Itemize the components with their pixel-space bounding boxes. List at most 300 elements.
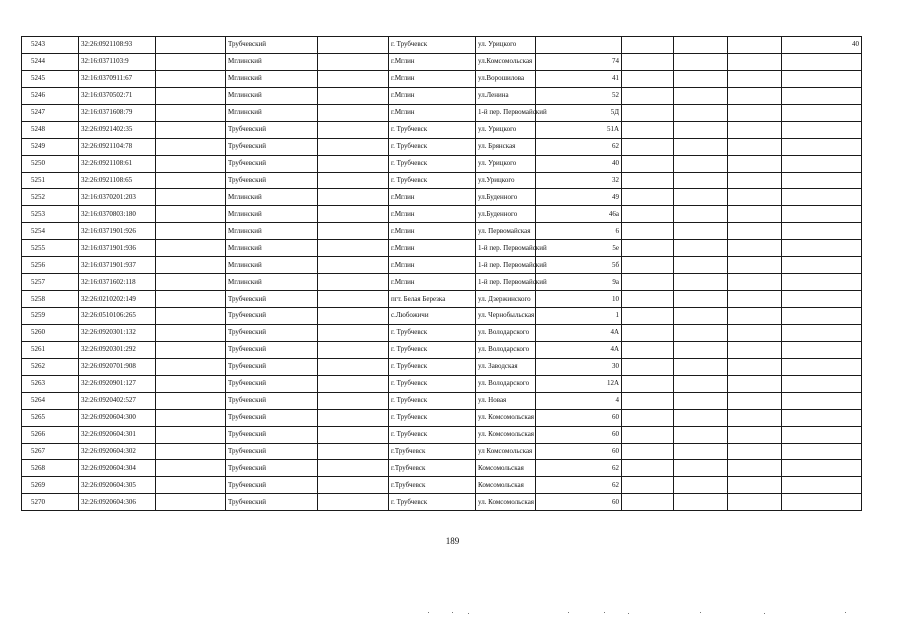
scan-speck xyxy=(452,612,453,613)
cell-empty xyxy=(318,460,389,477)
cell-number: 5245 xyxy=(22,70,79,87)
cell-cadastral-number: 32:26:0920701:908 xyxy=(79,358,156,375)
cell-empty xyxy=(156,240,226,257)
table-row xyxy=(22,104,862,121)
cell-empty xyxy=(728,223,782,240)
cell-empty xyxy=(728,443,782,460)
scan-speck xyxy=(764,613,765,614)
cell-empty xyxy=(674,121,728,138)
cell-street: ул. Новая xyxy=(476,392,536,409)
cell-cadastral-number: 32:26:0920901:127 xyxy=(79,375,156,392)
cell-empty xyxy=(674,138,728,155)
cell-house: 62 xyxy=(536,138,622,155)
cell-empty xyxy=(318,358,389,375)
cell-empty xyxy=(728,392,782,409)
cell-street: ул. Володарского xyxy=(476,324,536,341)
cell-empty xyxy=(318,257,389,274)
cell-street: ул. Володарского xyxy=(476,341,536,358)
cell-cadastral-number: 32:16:0370803:180 xyxy=(79,206,156,223)
cell-empty xyxy=(674,358,728,375)
cell-settlement: г.Трубчевск xyxy=(389,477,476,494)
cell-settlement: г.Мглин xyxy=(389,189,476,206)
cell-number: 5270 xyxy=(22,494,79,511)
cell-street: Комсомольская xyxy=(476,477,536,494)
cell-house: 6 xyxy=(536,223,622,240)
table-row xyxy=(22,274,862,291)
cell-cadastral-number: 32:16:0371602:118 xyxy=(79,274,156,291)
cell-number: 5250 xyxy=(22,155,79,172)
cell-empty xyxy=(318,308,389,325)
cell-house: 40 xyxy=(536,155,622,172)
cell-street: ул. Урицкого xyxy=(476,37,536,54)
cell-district: Мглинский xyxy=(226,70,318,87)
cell-settlement: г.Мглин xyxy=(389,223,476,240)
cell-empty xyxy=(728,206,782,223)
cell-cadastral-number: 32:26:0920301:132 xyxy=(79,324,156,341)
cell-street: ул. Комсомольская xyxy=(476,494,536,511)
cell-district: Мглинский xyxy=(226,87,318,104)
cell-extra-value xyxy=(782,104,862,121)
cell-empty xyxy=(156,477,226,494)
cell-house: 9а xyxy=(536,274,622,291)
cell-district: Трубчевский xyxy=(226,358,318,375)
cell-district: Мглинский xyxy=(226,274,318,291)
cell-empty xyxy=(622,308,674,325)
cell-district: Трубчевский xyxy=(226,375,318,392)
cell-number: 5253 xyxy=(22,206,79,223)
cell-house: 62 xyxy=(536,460,622,477)
cell-settlement: г. Трубчевск xyxy=(389,121,476,138)
cell-settlement: пгт. Белая Березка xyxy=(389,291,476,308)
cell-empty xyxy=(728,172,782,189)
cell-extra-value xyxy=(782,426,862,443)
cell-district: Трубчевский xyxy=(226,324,318,341)
cell-extra-value: 40 xyxy=(782,37,862,54)
cell-cadastral-number: 32:16:0371608:79 xyxy=(79,104,156,121)
cell-number: 5252 xyxy=(22,189,79,206)
table-row xyxy=(22,494,862,511)
table-row xyxy=(22,37,862,54)
cell-empty xyxy=(318,240,389,257)
scan-speck xyxy=(845,612,846,613)
cell-empty xyxy=(674,443,728,460)
cell-settlement: г. Трубчевск xyxy=(389,494,476,511)
cell-extra-value xyxy=(782,206,862,223)
cell-number: 5249 xyxy=(22,138,79,155)
cell-empty xyxy=(674,240,728,257)
cell-extra-value xyxy=(782,392,862,409)
cell-extra-value xyxy=(782,138,862,155)
cell-cadastral-number: 32:26:0921402:35 xyxy=(79,121,156,138)
cell-cadastral-number: 32:26:0920301:292 xyxy=(79,341,156,358)
registry-table xyxy=(21,36,862,511)
cell-empty xyxy=(156,70,226,87)
cell-empty xyxy=(728,104,782,121)
cell-cadastral-number: 32:26:0920604:304 xyxy=(79,460,156,477)
cell-empty xyxy=(674,477,728,494)
cell-empty xyxy=(318,409,389,426)
cell-street: ул.Комсомольская xyxy=(476,53,536,70)
cell-street: ул.Урицкого xyxy=(476,172,536,189)
cell-settlement: г.Мглин xyxy=(389,53,476,70)
cell-house: 4А xyxy=(536,341,622,358)
cell-house: 51А xyxy=(536,121,622,138)
cell-house: 60 xyxy=(536,409,622,426)
cell-empty xyxy=(674,291,728,308)
table-row xyxy=(22,189,862,206)
cell-empty xyxy=(674,223,728,240)
cell-empty xyxy=(674,155,728,172)
cell-empty xyxy=(156,87,226,104)
cell-street: ул. Володарского xyxy=(476,375,536,392)
cell-district: Трубчевский xyxy=(226,172,318,189)
cell-empty xyxy=(318,477,389,494)
cell-house: 41 xyxy=(536,70,622,87)
cell-empty xyxy=(622,104,674,121)
cell-house: 62 xyxy=(536,477,622,494)
cell-cadastral-number: 32:16:0370911:67 xyxy=(79,70,156,87)
scan-speck xyxy=(568,612,569,613)
cell-number: 5266 xyxy=(22,426,79,443)
cell-street: ул. Брянская xyxy=(476,138,536,155)
cell-empty xyxy=(728,426,782,443)
cell-cadastral-number: 32:16:0370201:203 xyxy=(79,189,156,206)
cell-house: 60 xyxy=(536,443,622,460)
table-row xyxy=(22,460,862,477)
cell-number: 5261 xyxy=(22,341,79,358)
cell-settlement: г.Мглин xyxy=(389,70,476,87)
cell-empty xyxy=(622,53,674,70)
cell-extra-value xyxy=(782,257,862,274)
cell-empty xyxy=(622,155,674,172)
cell-extra-value xyxy=(782,341,862,358)
cell-number: 5265 xyxy=(22,409,79,426)
cell-empty xyxy=(728,37,782,54)
cell-district: Трубчевский xyxy=(226,443,318,460)
cell-street: ул. Комсомольская xyxy=(476,426,536,443)
scan-speck xyxy=(428,612,429,613)
cell-empty xyxy=(674,392,728,409)
cell-district: Трубчевский xyxy=(226,121,318,138)
cell-empty xyxy=(728,87,782,104)
cell-district: Мглинский xyxy=(226,104,318,121)
cell-empty xyxy=(728,409,782,426)
cell-number: 5243 xyxy=(22,37,79,54)
cell-empty xyxy=(674,274,728,291)
cell-empty xyxy=(318,172,389,189)
cell-empty xyxy=(318,223,389,240)
cell-cadastral-number: 32:16:0371901:937 xyxy=(79,257,156,274)
table-row xyxy=(22,87,862,104)
cell-empty xyxy=(156,206,226,223)
cell-empty xyxy=(318,494,389,511)
cell-number: 5257 xyxy=(22,274,79,291)
cell-settlement: г. Трубчевск xyxy=(389,37,476,54)
cell-street: ул. Урицкого xyxy=(476,121,536,138)
cell-street: ул.Ленина xyxy=(476,87,536,104)
cell-extra-value xyxy=(782,409,862,426)
cell-street: ул. Комсомольская xyxy=(476,409,536,426)
cell-empty xyxy=(156,308,226,325)
cell-house: 52 xyxy=(536,87,622,104)
cell-extra-value xyxy=(782,87,862,104)
cell-empty xyxy=(622,375,674,392)
cell-empty xyxy=(728,375,782,392)
cell-empty xyxy=(622,341,674,358)
cell-street: ул Комсомольская xyxy=(476,443,536,460)
cell-empty xyxy=(728,477,782,494)
cell-district: Трубчевский xyxy=(226,138,318,155)
cell-empty xyxy=(674,189,728,206)
table-row xyxy=(22,70,862,87)
cell-settlement: г.Мглин xyxy=(389,206,476,223)
cell-settlement: г. Трубчевск xyxy=(389,138,476,155)
cell-cadastral-number: 32:26:0920604:306 xyxy=(79,494,156,511)
cell-cadastral-number: 32:26:0920604:302 xyxy=(79,443,156,460)
cell-house: 60 xyxy=(536,426,622,443)
cell-empty xyxy=(728,274,782,291)
cell-number: 5260 xyxy=(22,324,79,341)
cell-empty xyxy=(318,155,389,172)
cell-cadastral-number: 32:26:0921108:93 xyxy=(79,37,156,54)
cell-settlement: с.Любожичи xyxy=(389,308,476,325)
cell-number: 5255 xyxy=(22,240,79,257)
cell-empty xyxy=(318,274,389,291)
table-row xyxy=(22,240,862,257)
cell-empty xyxy=(674,494,728,511)
cell-extra-value xyxy=(782,223,862,240)
cell-cadastral-number: 32:16:0370502:71 xyxy=(79,87,156,104)
cell-district: Трубчевский xyxy=(226,392,318,409)
cell-extra-value xyxy=(782,274,862,291)
cell-settlement: г. Трубчевск xyxy=(389,341,476,358)
cell-cadastral-number: 32:16:0371901:936 xyxy=(79,240,156,257)
cell-empty xyxy=(622,121,674,138)
cell-street: 1-й пер. Первомайский xyxy=(476,257,536,274)
cell-district: Трубчевский xyxy=(226,426,318,443)
cell-empty xyxy=(728,138,782,155)
cell-empty xyxy=(622,358,674,375)
cell-empty xyxy=(156,138,226,155)
table-row xyxy=(22,155,862,172)
cell-number: 5251 xyxy=(22,172,79,189)
table-row xyxy=(22,172,862,189)
cell-street: ул. Урицкого xyxy=(476,155,536,172)
cell-empty xyxy=(622,274,674,291)
cell-empty xyxy=(156,291,226,308)
cell-empty xyxy=(156,172,226,189)
cell-empty xyxy=(156,53,226,70)
cell-house: 5е xyxy=(536,240,622,257)
cell-empty xyxy=(728,341,782,358)
cell-empty xyxy=(728,324,782,341)
cell-empty xyxy=(674,53,728,70)
cell-house: 4 xyxy=(536,392,622,409)
cell-empty xyxy=(622,240,674,257)
cell-empty xyxy=(728,121,782,138)
cell-empty xyxy=(318,291,389,308)
cell-extra-value xyxy=(782,70,862,87)
cell-empty xyxy=(156,392,226,409)
table-row xyxy=(22,358,862,375)
cell-house: 1 xyxy=(536,308,622,325)
cell-empty xyxy=(156,104,226,121)
cell-settlement: г. Трубчевск xyxy=(389,409,476,426)
cell-district: Трубчевский xyxy=(226,494,318,511)
cell-empty xyxy=(318,341,389,358)
cell-house: 30 xyxy=(536,358,622,375)
cell-district: Мглинский xyxy=(226,53,318,70)
cell-empty xyxy=(728,494,782,511)
cell-district: Мглинский xyxy=(226,223,318,240)
cell-street: ул. Чернобыльская xyxy=(476,308,536,325)
cell-settlement: г.Трубчевск xyxy=(389,460,476,477)
cell-settlement: г.Мглин xyxy=(389,274,476,291)
cell-empty xyxy=(728,460,782,477)
cell-empty xyxy=(622,172,674,189)
cell-empty xyxy=(156,409,226,426)
cell-settlement: г.Мглин xyxy=(389,257,476,274)
cell-street: Комсомольская xyxy=(476,460,536,477)
cell-extra-value xyxy=(782,494,862,511)
cell-district: Трубчевский xyxy=(226,460,318,477)
table-row xyxy=(22,53,862,70)
scan-speck xyxy=(604,612,605,613)
cell-empty xyxy=(318,443,389,460)
cell-empty xyxy=(318,189,389,206)
cell-settlement: г.Мглин xyxy=(389,87,476,104)
cell-street: ул. Первомайская xyxy=(476,223,536,240)
scan-speck xyxy=(700,612,701,613)
cell-empty xyxy=(728,308,782,325)
scan-speck xyxy=(468,613,469,614)
cell-number: 5269 xyxy=(22,477,79,494)
cell-street: 1-й пер. Первомайский xyxy=(476,240,536,257)
cell-empty xyxy=(156,121,226,138)
cell-empty xyxy=(622,37,674,54)
table-row xyxy=(22,392,862,409)
cell-cadastral-number: 32:26:0920604:300 xyxy=(79,409,156,426)
cell-empty xyxy=(622,392,674,409)
cell-empty xyxy=(318,70,389,87)
cell-extra-value xyxy=(782,291,862,308)
cell-settlement: г.Трубчевск xyxy=(389,443,476,460)
cell-extra-value xyxy=(782,189,862,206)
cell-district: Трубчевский xyxy=(226,477,318,494)
cell-extra-value xyxy=(782,308,862,325)
cell-house: 4А xyxy=(536,324,622,341)
cell-empty xyxy=(318,426,389,443)
page-number: 189 xyxy=(445,536,460,546)
cell-number: 5263 xyxy=(22,375,79,392)
cell-empty xyxy=(622,70,674,87)
cell-empty xyxy=(622,409,674,426)
cell-district: Трубчевский xyxy=(226,291,318,308)
cell-empty xyxy=(622,291,674,308)
cell-settlement: г.Мглин xyxy=(389,104,476,121)
cell-house: 5б xyxy=(536,257,622,274)
cell-street: 1-й пер. Первомайский xyxy=(476,104,536,121)
cell-district: Трубчевский xyxy=(226,155,318,172)
cell-number: 5268 xyxy=(22,460,79,477)
table-row xyxy=(22,324,862,341)
cell-empty xyxy=(728,358,782,375)
cell-empty xyxy=(318,121,389,138)
cell-number: 5256 xyxy=(22,257,79,274)
cell-empty xyxy=(674,341,728,358)
cell-empty xyxy=(674,257,728,274)
cell-empty xyxy=(674,104,728,121)
cell-empty xyxy=(318,104,389,121)
cell-empty xyxy=(318,375,389,392)
cell-empty xyxy=(156,341,226,358)
cell-extra-value xyxy=(782,477,862,494)
cell-empty xyxy=(674,460,728,477)
table-row xyxy=(22,138,862,155)
scan-speck xyxy=(628,613,629,614)
cell-extra-value xyxy=(782,155,862,172)
table-row xyxy=(22,409,862,426)
cell-district: Мглинский xyxy=(226,189,318,206)
cell-extra-value xyxy=(782,240,862,257)
table-row xyxy=(22,443,862,460)
cell-empty xyxy=(622,223,674,240)
cell-number: 5246 xyxy=(22,87,79,104)
cell-extra-value xyxy=(782,172,862,189)
cell-district: Трубчевский xyxy=(226,341,318,358)
cell-empty xyxy=(728,155,782,172)
cell-empty xyxy=(156,37,226,54)
cell-empty xyxy=(318,206,389,223)
cell-empty xyxy=(156,274,226,291)
cell-empty xyxy=(674,426,728,443)
cell-house: 74 xyxy=(536,53,622,70)
cell-settlement: г. Трубчевск xyxy=(389,375,476,392)
cell-empty xyxy=(728,189,782,206)
cell-settlement: г. Трубчевск xyxy=(389,324,476,341)
table-row xyxy=(22,477,862,494)
cell-cadastral-number: 32:26:0920604:305 xyxy=(79,477,156,494)
cell-empty xyxy=(156,155,226,172)
cell-district: Мглинский xyxy=(226,240,318,257)
cell-number: 5248 xyxy=(22,121,79,138)
cell-number: 5247 xyxy=(22,104,79,121)
cell-settlement: г. Трубчевск xyxy=(389,358,476,375)
cell-settlement: г. Трубчевск xyxy=(389,155,476,172)
cell-empty xyxy=(622,138,674,155)
cell-house: 46а xyxy=(536,206,622,223)
cell-settlement: г. Трубчевск xyxy=(389,426,476,443)
cell-empty xyxy=(318,392,389,409)
cell-house xyxy=(536,37,622,54)
cell-empty xyxy=(728,291,782,308)
cell-street: ул.Буденного xyxy=(476,189,536,206)
cell-empty xyxy=(622,443,674,460)
cell-empty xyxy=(622,324,674,341)
cell-empty xyxy=(318,138,389,155)
cell-empty xyxy=(156,324,226,341)
cell-empty xyxy=(156,375,226,392)
cell-empty xyxy=(674,172,728,189)
cell-number: 5258 xyxy=(22,291,79,308)
cell-extra-value xyxy=(782,324,862,341)
table-row xyxy=(22,341,862,358)
table-row xyxy=(22,426,862,443)
cell-house: 60 xyxy=(536,494,622,511)
cell-empty xyxy=(674,409,728,426)
cell-house: 32 xyxy=(536,172,622,189)
cell-empty xyxy=(674,70,728,87)
